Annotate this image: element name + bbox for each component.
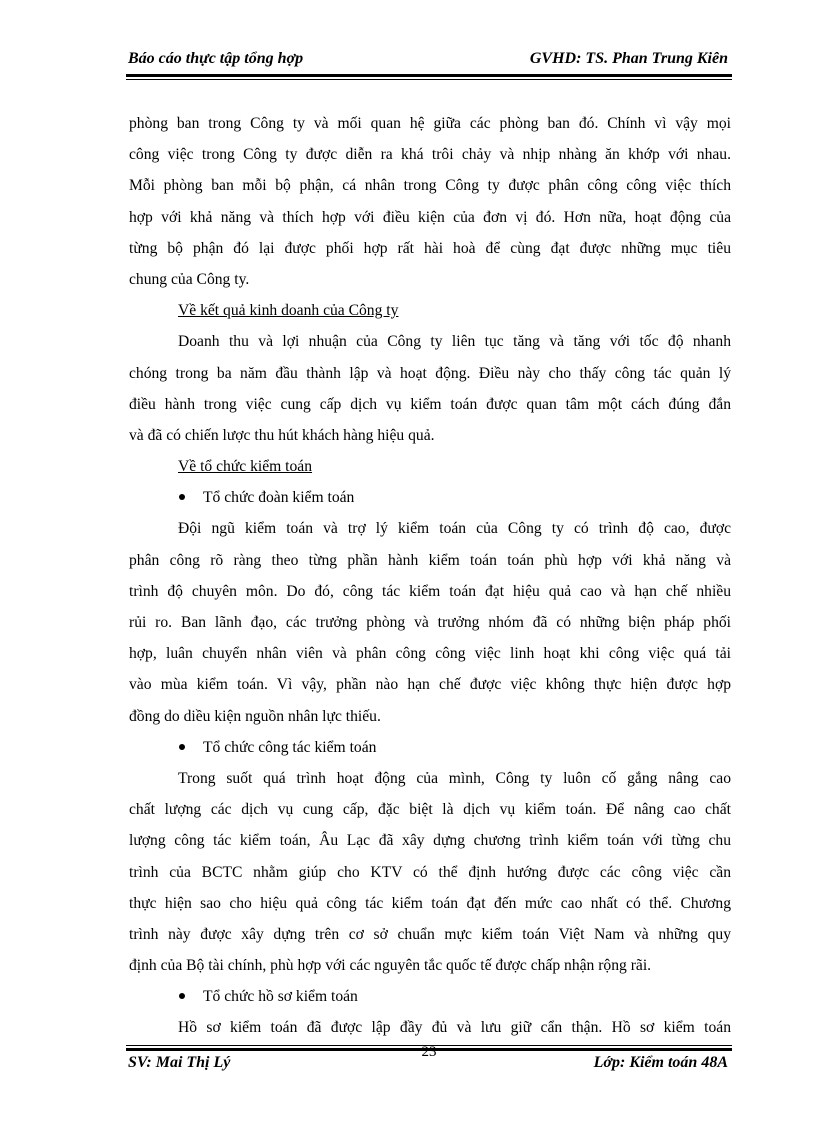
- text-line: trình này được xây dựng trên cơ sở chuẩn mực kiểm toán Việt Nam và những quy: [129, 925, 731, 943]
- bullet-text: Tổ chức hồ sơ kiểm toán: [203, 988, 358, 1006]
- paragraph-2: [129, 326, 731, 451]
- bullet-dot-icon: [179, 482, 203, 513]
- header-report-title: Báo cáo thực tập tổng hợp: [128, 50, 304, 67]
- paragraph-5: [129, 1012, 731, 1043]
- text-line: hợp, luân chuyển nhân viên và phân công công việc linh hoạt khi công việc quá tải: [129, 645, 731, 663]
- text-line: trình độ chuyên môn. Do đó, công tác kiểm toán đạt hiệu quả cao và hạn chế nhiều: [129, 582, 731, 600]
- text-line: định của Bộ tài chính, phù hợp với các nguyên tắc quốc tế được chấp nhận rộng rãi.: [129, 957, 652, 975]
- paragraph-1: [129, 108, 731, 295]
- text-line: Mỗi phòng ban mỗi bộ phận, cá nhân trong Công ty được phân công công việc thích: [129, 177, 731, 195]
- page-number: 23: [421, 1044, 437, 1060]
- text-line: phân công rõ ràng theo từng phần hành kiểm toán toán phù hợp với khả năng và: [129, 551, 731, 569]
- text-line: vào mùa kiểm toán. Vì vậy, phần nào hạn chế được việc không thực hiện được hợp: [129, 676, 731, 694]
- paragraph-4: [129, 763, 731, 981]
- text-line: công việc trong Công ty được diễn ra khá trôi chảy và nhịp nhàng ăn khớp với nhau.: [129, 146, 731, 164]
- text-line: lượng công tác kiểm toán, Âu Lạc đã xây dựng chương trình kiểm toán với từng chu: [129, 832, 731, 850]
- bullet-item-audit-files: [129, 981, 731, 1012]
- text-line: Đội ngũ kiểm toán và trợ lý kiểm toán của Công ty có trình độ cao, được: [178, 520, 731, 538]
- text-line: từng bộ phận đó lại được phối hợp rất hài hoà để cùng đạt được những mục tiêu: [129, 239, 731, 257]
- page-footer: [126, 1044, 732, 1078]
- text-line: chung của Công ty.: [129, 270, 250, 288]
- bullet-text: Tổ chức công tác kiểm toán: [203, 738, 377, 756]
- footer-class: Lớp: Kiểm toán 48A: [593, 1054, 728, 1071]
- bullet-dot-icon: [179, 981, 203, 1012]
- footer-student-name: SV: Mai Thị Lý: [128, 1054, 231, 1071]
- bullet-dot-icon: [179, 732, 203, 763]
- header-rule-thick: [126, 74, 732, 77]
- header-supervisor: GVHD: TS. Phan Trung Kiên: [529, 50, 728, 67]
- heading-text: Về kết quả kinh doanh của Công ty: [178, 302, 399, 320]
- text-line: trình của BCTC nhằm giúp cho KTV có thể định hướng được các công việc cần: [129, 863, 731, 881]
- text-line: Doanh thu và lợi nhuận của Công ty liên tục tăng và tăng với tốc độ nhanh: [178, 333, 731, 351]
- text-line: rủi ro. Ban lãnh đạo, các trưởng phòng và trưởng nhóm đã có những biện pháp phối: [129, 614, 731, 631]
- text-line: Trong suốt quá trình hoạt động của mình, Công ty luôn cố gắng nâng cao: [178, 769, 731, 787]
- page-body: [129, 108, 731, 1044]
- text-line: chóng trong ba năm đầu thành lập và hoạt động. Điều này cho thấy công tác quản lý: [129, 364, 731, 382]
- text-line: và đã có chiến lược thu hút khách hàng hiệu quả.: [129, 426, 435, 444]
- section-heading-business-results: [129, 295, 731, 326]
- text-line: thực hiện sao cho hiệu quả công tác kiểm toán đạt đến mức cao nhất có thể. Chương: [129, 894, 731, 912]
- paragraph-3: [129, 513, 731, 731]
- page-header: [126, 44, 732, 76]
- header-rule-thin: [126, 79, 732, 80]
- text-line: chất lượng các dịch vụ cung cấp, đặc biệt là dịch vụ kiểm toán. Để nâng cao chất: [129, 801, 731, 819]
- text-line: đồng do diều kiện nguồn nhân lực thiếu.: [129, 707, 381, 725]
- bullet-item-audit-work: [129, 732, 731, 763]
- text-line: hợp với khả năng và thích hợp với điều kiện của đơn vị đó. Hơn nữa, hoạt động của: [129, 208, 731, 226]
- bullet-item-audit-team: [129, 482, 731, 513]
- text-line: Hồ sơ kiểm toán đã được lập đầy đủ và lưu giữ cẩn thận. Hồ sơ kiểm toán: [178, 1019, 731, 1037]
- section-heading-audit-organization: [129, 451, 731, 482]
- heading-text: Về tổ chức kiểm toán: [178, 458, 313, 476]
- bullet-text: Tổ chức đoàn kiểm toán: [203, 489, 355, 507]
- text-line: phòng ban trong Công ty và mối quan hệ giữa các phòng ban đó. Chính vì vậy mọi: [129, 115, 731, 132]
- text-line: điều hành trong việc cung cấp dịch vụ kiểm toán được quan tâm một cách đúng đắn: [129, 395, 731, 413]
